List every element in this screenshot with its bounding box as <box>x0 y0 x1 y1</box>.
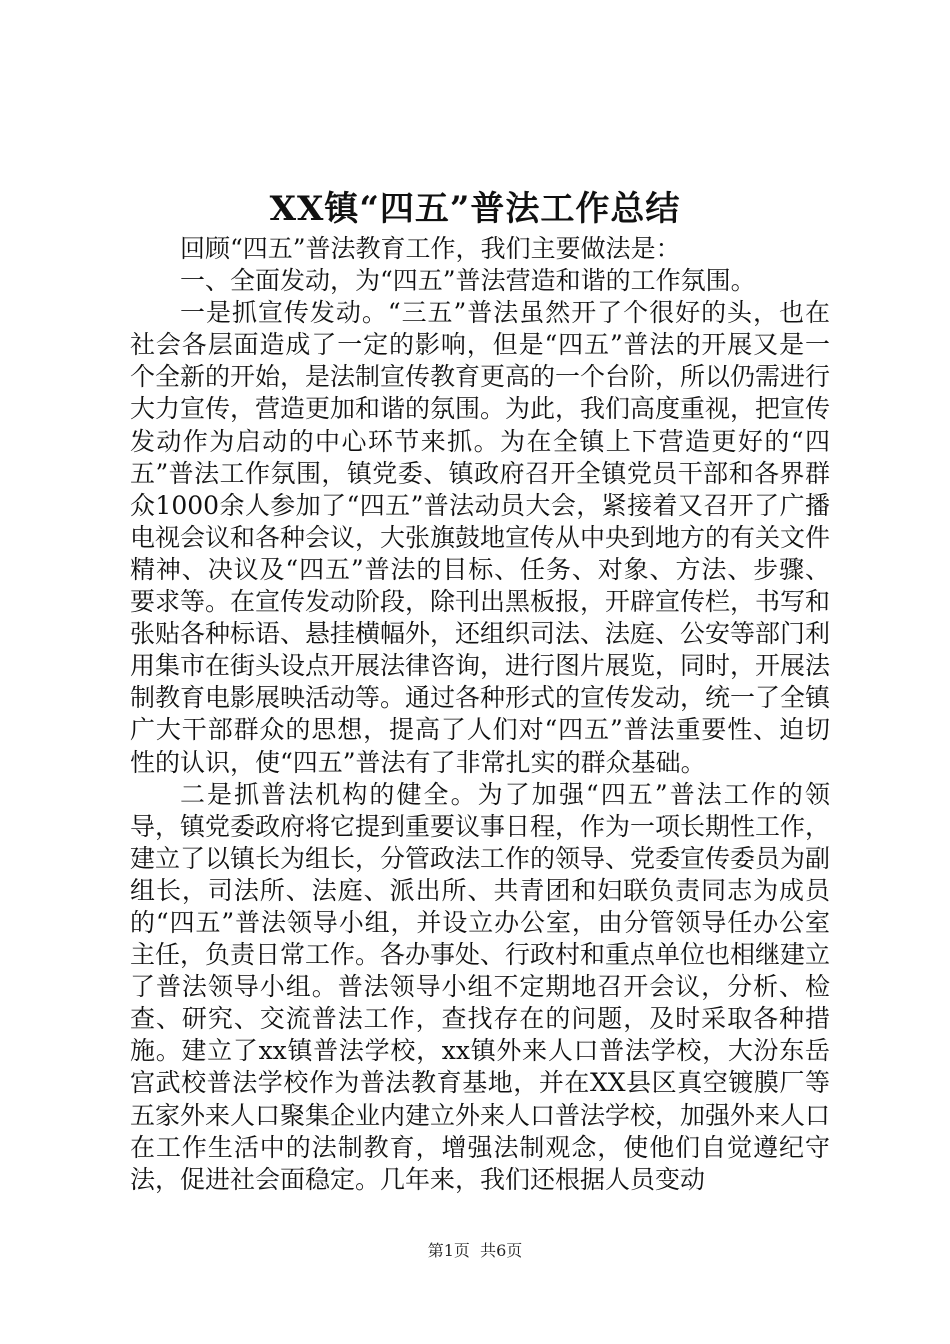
document-title: XX镇“四五”普法工作总结 <box>269 189 681 229</box>
paragraph-heading-1: 一、全面发动，为“四五”普法营造和谐的工作氛围。 <box>180 266 756 296</box>
paragraph-publicity: 一是抓宣传发动。“三五”普法虽然开了个很好的头，也在社会各层面造成了一定的影响，但是“四五”普法的开展又是一个全新的开始，是法制宣传教育更高的一个台阶，所以仍需进行大力宣传，营造更加和谐的氛围。为此，我们高度重视，把宣传发动作为启动的中心环节来抓。为在全镇上下营造更好的“四五”普法工作氛围，镇党委、镇政府召开全镇党员干部和各界群众1000余人参加了“四五”普法动员大会，紧接着又召开了广播电视会议和各种会议，大张旗鼓地宣传从中央到地方的有关文件精神、决议及“四五”普法的目标、任务、对象、方法、步骤、要求等。在宣传发动阶段，除刊出黑板报，开辟宣传栏，书写和张贴各种标语、悬挂横幅外，还组织司法、法庭、公安等部门利用集市在街头设点开展法律咨询，进行图片展览，同时，开展法制教育电影展映活动等。通过各种形式的宣传发动，统一了全镇广大干部群众的思想，提高了人们对“四五”普法重要性、迫切性的认识，使“四五”普法有了非常扎实的群众基础。 <box>130 298 831 777</box>
paragraph-intro: 回顾“四五”普法教育工作，我们主要做法是： <box>180 234 681 263</box>
document-body <box>130 233 830 1196</box>
page-footer <box>0 1240 950 1262</box>
page-number: 第1页 <box>427 1241 470 1260</box>
paragraph-organization: 二是抓普法机构的健全。为了加强“四五”普法工作的领导，镇党委政府将它提到重要议事日程，作为一项长期性工作，建立了以镇长为组长，分管政法工作的领导、党委宣传委员为副组长，司法所、法庭、派出所、共青团和妇联负责同志为成员的“四五”普法领导小组，并设立办公室，由分管领导任办公室主任，负责日常工作。各办事处、行政村和重点单位也相继建立了普法领导小组。普法领导小组不定期地召开会议，分析、检查、研究、交流普法工作，查找存在的问题，及时采取各种措施。建立了xx镇普法学校，xx镇外来人口普法学校，大汾东岳宫武校普法学校作为普法教育基地，并在XX县区真空镀膜厂等五家外来人口聚集企业内建立外来人口普法学校，加强外来人口在工作生活中的法制教育，增强法制观念，使他们自觉遵纪守法，促进社会面稳定。几年来，我们还根据人员变动 <box>130 779 831 1194</box>
page-total: 共6页 <box>480 1241 523 1260</box>
